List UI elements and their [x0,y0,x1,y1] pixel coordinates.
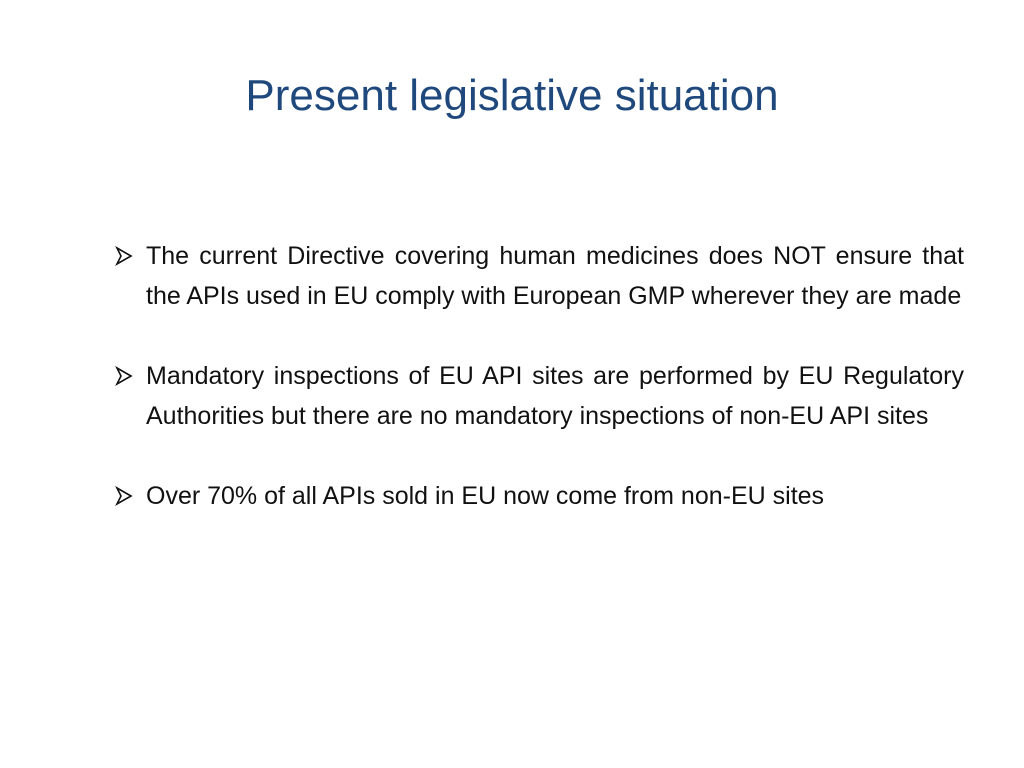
slide-title: Present legislative situation [245,71,779,120]
bullet-text: The current Directive covering human medicines does NOT ensure that the APIs used in EU comply with European GMP wherever they are made [146,242,964,310]
bullet-text: Over 70% of all APIs sold in EU now come from non-EU sites [146,482,825,510]
bullet-item [112,356,964,436]
bullet-item [112,236,964,316]
arrow-bullet-icon [112,476,138,516]
bullet-text: Mandatory inspections of EU API sites are performed by EU Regulatory Authorities but there are no mandatory inspections of non-EU API sites [146,362,964,430]
arrow-bullet-icon [112,236,138,276]
bullet-list [112,236,964,556]
arrow-bullet-icon [112,356,138,396]
bullet-item [112,476,964,516]
